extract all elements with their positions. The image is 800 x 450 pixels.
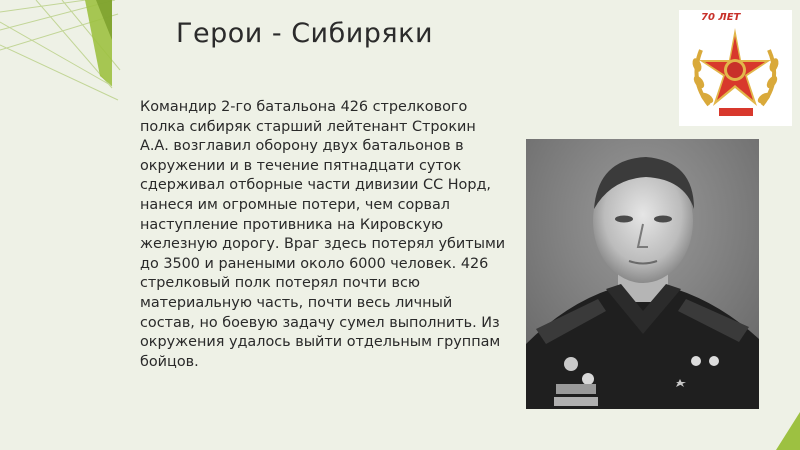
slide-title: Герои - Сибиряки: [176, 18, 434, 49]
portrait-illustration: [526, 139, 759, 409]
order-star-icon: [679, 10, 792, 126]
anniversary-emblem: [679, 10, 792, 126]
portrait-photo: [526, 139, 759, 409]
slide-body-text: Командир 2-го батальона 426 стрелкового полка сибиряк старший лейтенант Строкин А.А. возглавил оборону двух батальонов в окружении и в течение пятнадцати суток сдерживал отборные части дивизии СС Норд, нанеся им огромные потери, чем сорвал наступление противника на Кировскую железную дорогу. Враг здесь потерял убитыми до 3500 и ранеными около 6000 человек. 426 стрелковый полк потерял почти всю материальную часть, почти весь личный состав, но боевую задачу сумел выполнить. Из окружения удалось выйти отдельным группам бойцов.: [140, 99, 506, 370]
emblem-caption: 70 ЛЕТ: [701, 12, 741, 23]
